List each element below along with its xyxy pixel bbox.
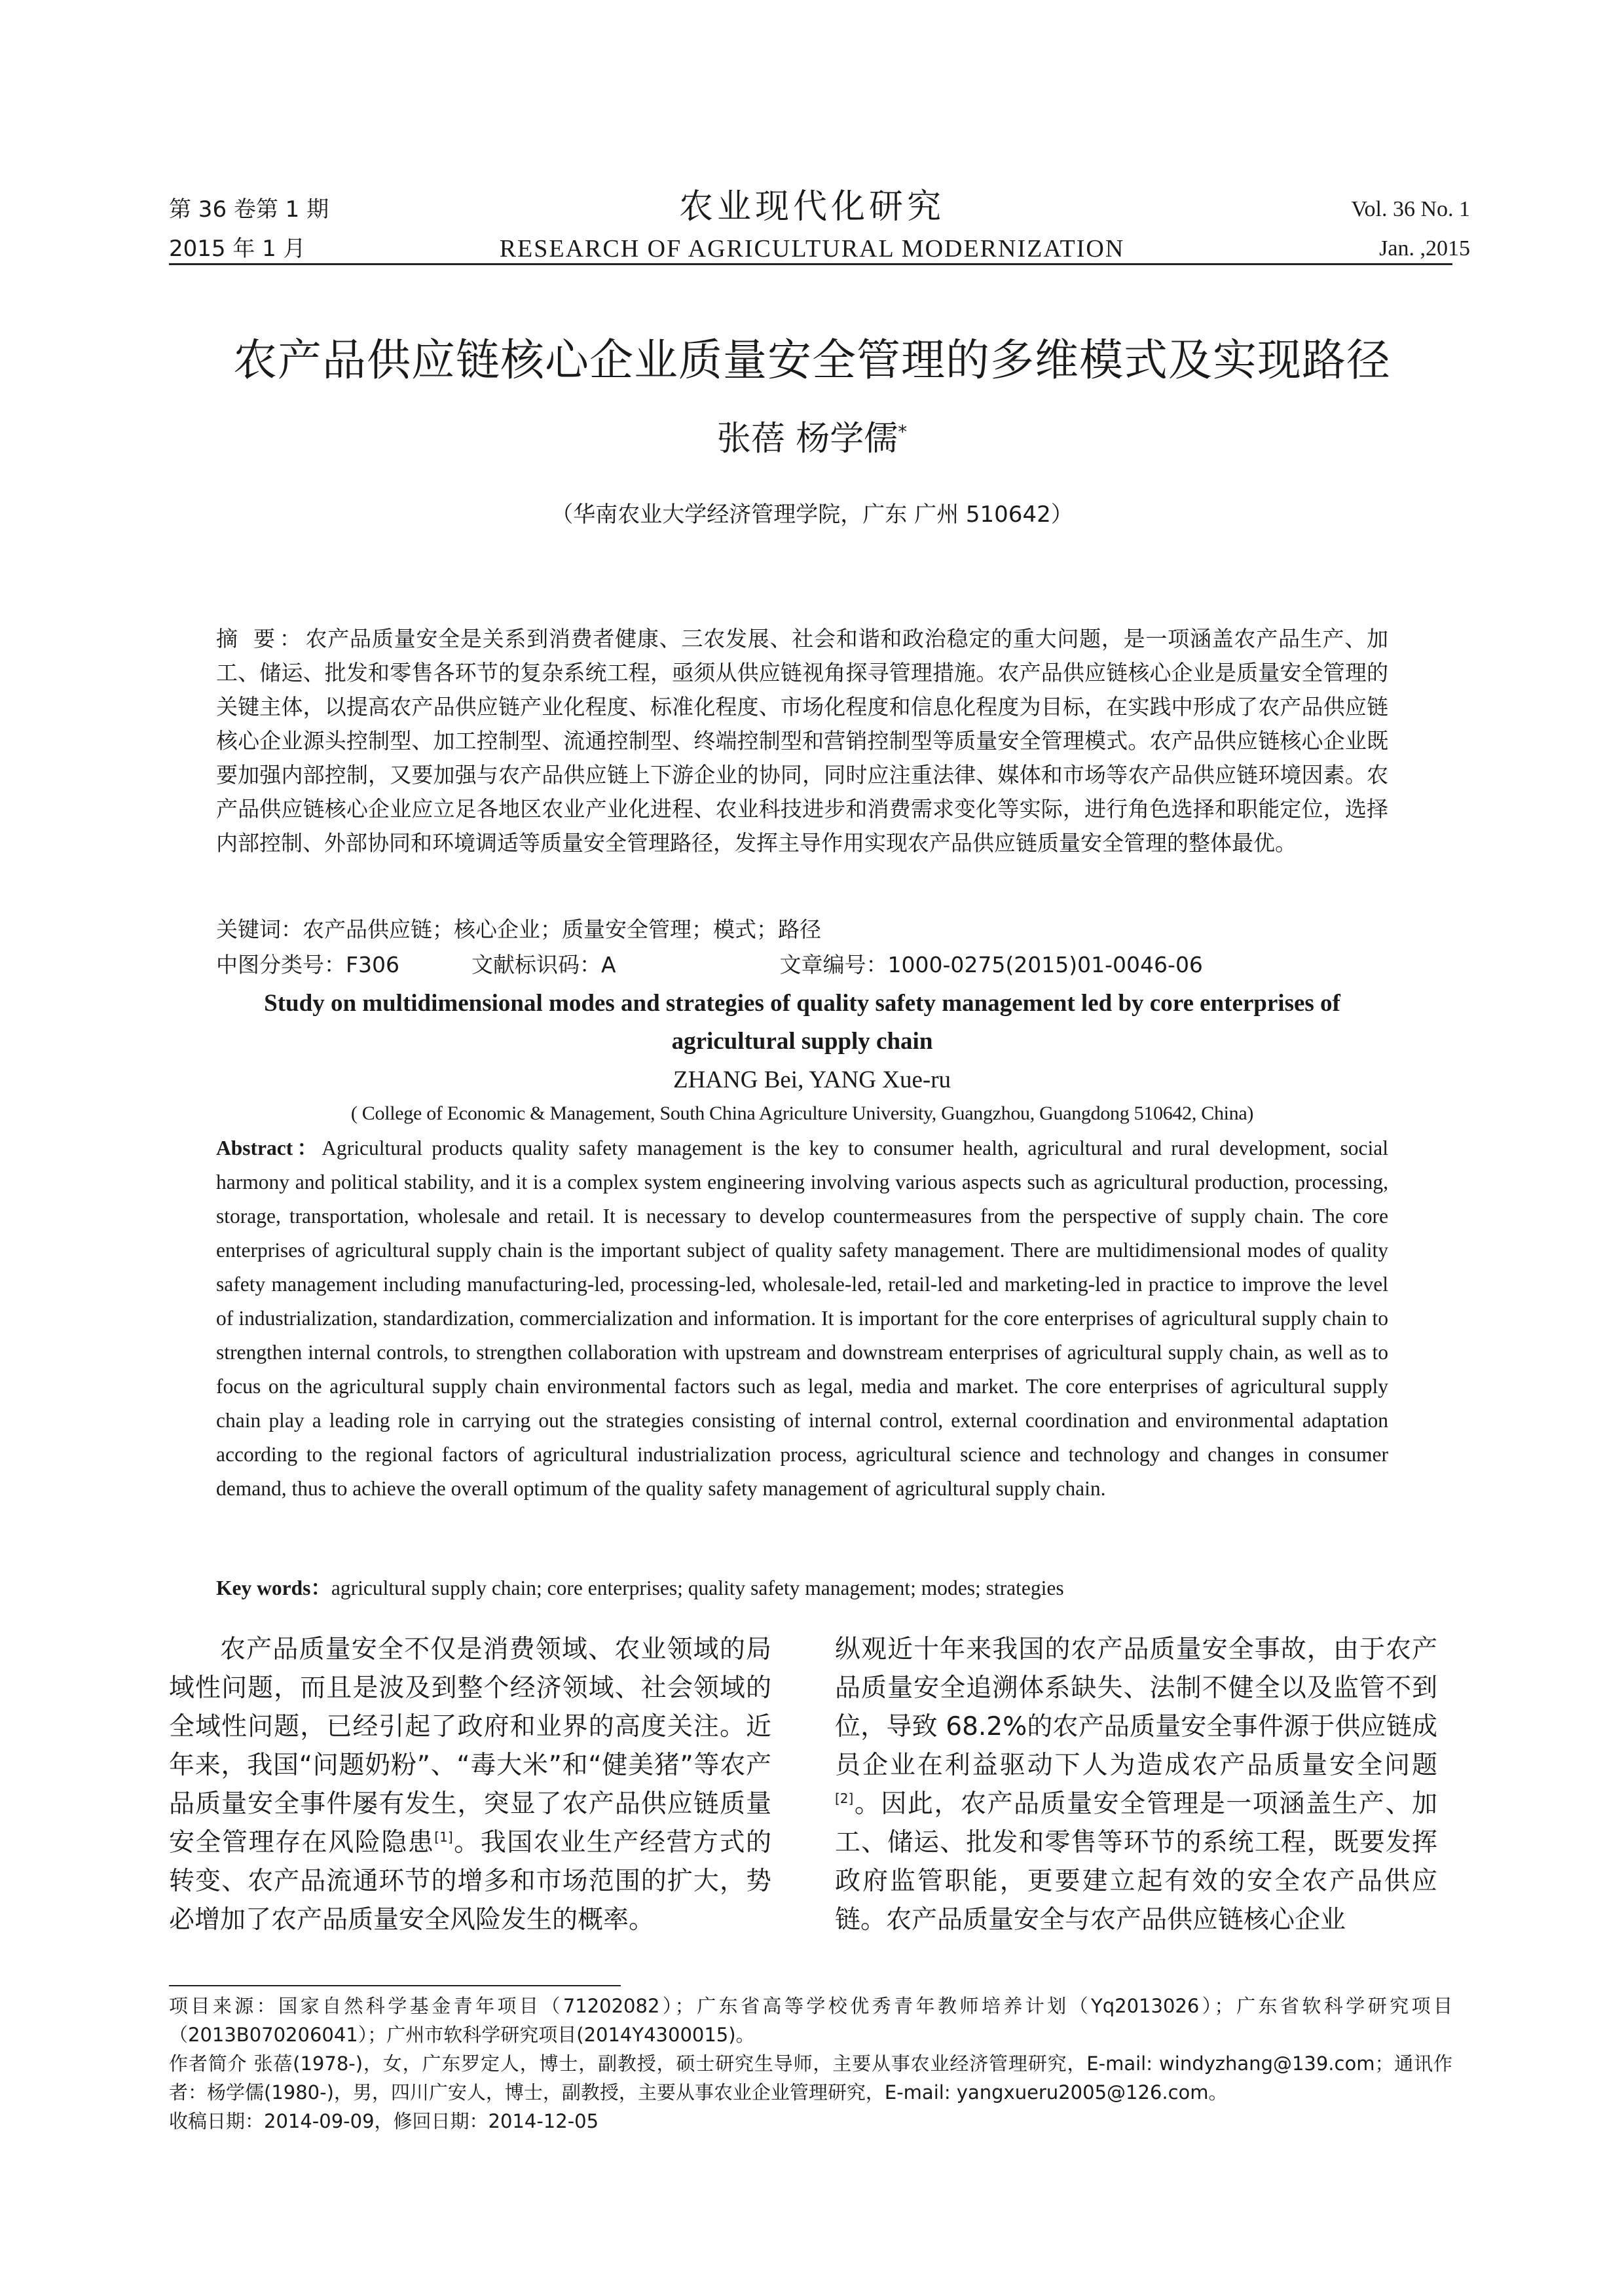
volume-issue-en: Vol. 36 No. 1 [1351,197,1470,221]
english-abstract [216,1131,1388,1506]
english-authors: ZHANG Bei, YANG Xue-ru [673,1066,951,1093]
keywords-cn-text: 农产品供应链；核心企业；质量安全管理；模式；路径 [303,917,821,942]
authors: 张蓓 杨学儒 [716,419,898,459]
english-abstract-text: Agricultural products quality safety management is the key to consumer health, agricultural and rural development, social harmony and political stability, and it is a complex system engineering involving various aspects such as agricultural production, processing, storage, transportation, wholesale and retail. It is necessary to develop countermeasures from the perspective of supply chain. The core enterprises of agricultural supply chain is the important subject of quality safety management. There are multidimensional modes of quality safety management including manufacturing-led, processing-led, wholesale-led, retail-led and marketing-led in practice to improve the level of industrialization, standardization, commercialization and information. It is important for the core enterprises of agricultural supply chain to strengthen internal controls, to strengthen collaboration with upstream and downstream enterprises of agricultural supply chain, as well as to focus on the agricultural supply chain environmental factors such as legal, media and market. The core enterprises of agricultural supply chain play a leading role in carrying out the strategies consisting of internal control, external coordination and environmental adaptation according to the regional factors of agricultural industrialization process, agricultural science and technology and changes in consumer demand, thus to achieve the overall optimum of the quality safety management of agricultural supply chain. [216,1137,1389,1500]
footnotes [169,1992,1452,2136]
english-keywords [216,1571,1388,1605]
body-text: 。因此，农产品质量安全管理是一项涵盖生产、加工、储运、批发和零售等环节的系统工程，既要发挥政府监管职能，更要建立起有效的安全农产品供应链。农产品质量安全与农产品供应链核心企业 [835,1789,1437,1935]
journal-name-en: RESEARCH OF AGRICULTURAL MODERNIZATION [499,235,1125,263]
body-paragraph [169,1630,771,1939]
clc-code: F306 [346,952,399,977]
keywords-cn-label: 关键词： [216,917,303,942]
english-title: Study on multidimensional modes and strategies of quality safety management led by core enterprises of agricultural supply chain [264,990,1340,1055]
citation-ref: [2] [835,1791,854,1806]
english-keywords-text: agricultural supply chain; core enterprises; quality safety management; modes; strategies [331,1576,1064,1599]
doc-code-label: 文献标识码： [471,952,601,977]
english-affiliation: ( College of Economic & Management, South China Agriculture University, Guangzhou, Guangdong 510642, China) [350,1102,1254,1124]
body-text: 纵观近十年来我国的农产品质量安全事故，由于农产品质量安全追溯体系缺失、法制不健全以及监管不到位，导致 68.2%的农产品质量安全事件源于供应链成员企业在利益驱动下人为造成农产品质量安全问题 [835,1635,1437,1780]
received-dates: 收稿日期：2014-09-09，修回日期：2014-12-05 [169,2110,599,2132]
header-rule [169,263,1452,265]
keywords-cn [216,913,1388,947]
english-abstract-label: Abstract： [216,1137,322,1159]
abstract-cn-label: 摘 要： [216,626,306,651]
footnote-rule [169,1985,621,1986]
affiliation: （华南农业大学经济管理学院，广东 广州 510642） [551,501,1073,528]
abstract-cn [216,622,1388,860]
author-line [0,409,1624,462]
journal-volume-en [1351,190,1470,268]
body-text: 农产品质量安全不仅是消费领域、农业领域的局域性问题，而且是波及到整个经济领域、社会领域的全域性问题，已经引起了政府和业界的高度关注。近年来，我国“问题奶粉”、“毒大米”和“健美猪”等农产品质量安全事件屡有发生，突显了农产品供应链质量安全管理存在风险隐患 [169,1635,771,1857]
classification-line [216,948,1388,982]
volume-issue-cn: 第 36 卷第 1 期 [169,196,329,223]
clc-label: 中图分类号： [216,952,346,977]
body-paragraph [835,1630,1437,1939]
article-number: 1000-0275(2015)01-0046-06 [887,952,1203,977]
article-number-label: 文章编号： [779,952,888,977]
body-text: 。我国农业生产经营方式的转变、农产品流通环节的增多和市场范围的扩大，势必增加了农产品质量安全风险发生的概率。 [169,1828,771,1935]
body-column-right [835,1630,1437,1939]
english-keywords-label: Key words： [216,1576,331,1599]
date-en: Jan. ,2015 [1379,236,1470,261]
funding-note: 项目来源：国家自然科学基金青年项目（71202082）；广东省高等学校优秀青年教师培养计划（Yq2013026）；广东省软科学研究项目（2013B070206041）；广州市软科学研究项目(2014Y4300015)。 [169,1995,1452,2046]
abstract-cn-text: 农产品质量安全是关系到消费者健康、三农发展、社会和谐和政治稳定的重大问题，是一项涵盖农产品生产、加工、储运、批发和零售各环节的复杂系统工程，亟须从供应链视角探寻管理措施。农产品供应链核心企业是质量安全管理的关键主体，以提高农产品供应链产业化程度、标准化程度、市场化程度和信息化程度为目标，在实践中形成了农产品供应链核心企业源头控制型、加工控制型、流通控制型、终端控制型和营销控制型等质量安全管理模式。农产品供应链核心企业既要加强内部控制，又要加强与农产品供应链上下游企业的协同，同时应注重法律、媒体和市场等农产品供应链环境因素。农产品供应链核心企业应立足各地区农业产业化进程、农业科技进步和消费需求变化等实际，进行角色选择和职能定位，选择内部控制、外部协同和环境调适等质量安全管理路径，发挥主导作用实现农产品供应链质量安全管理的整体最优。 [216,626,1388,856]
journal-name-cn: 农业现代化研究 [678,187,945,227]
date-cn: 2015 年 1 月 [169,236,306,262]
citation-ref: [1] [434,1829,453,1845]
body-column-left [169,1630,771,1939]
doc-code: A [600,952,616,977]
paper-title: 农产品供应链核心企业质量安全管理的多维模式及实现路径 [233,335,1391,386]
corresponding-mark: * [898,421,908,443]
author-bio-note: 作者简介 张蓓(1978-)，女，广东罗定人，博士，副教授，硕士研究生导师，主要从事农业经济管理研究，E-mail: windyzhang@139.com；通讯作者：杨学儒(1980-)，男，四川广安人，博士，副教授，主要从事农业企业管理研究，E-mail: yangxueru2005@126.com。 [169,2052,1452,2104]
